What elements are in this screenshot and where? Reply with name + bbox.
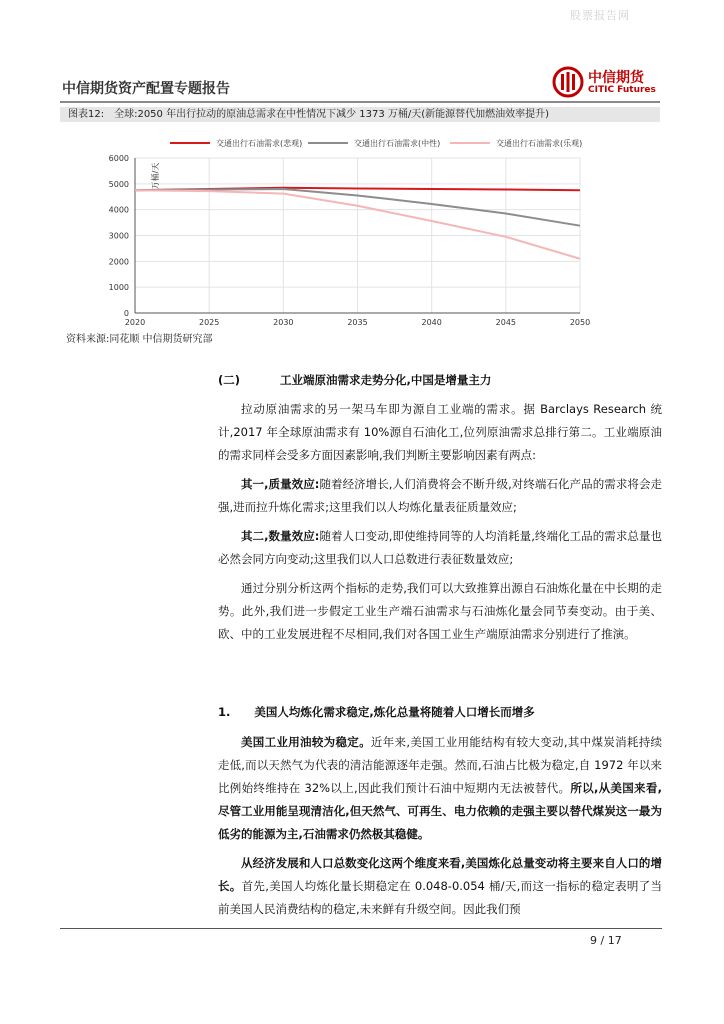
quantity-effect-text: 随着人口变动,即使维持同等的人均消耗量,终端化工品的需求总量也必然会同方向变动;这里我们以人口总数进行表征数量效应; (218, 529, 663, 566)
y-tick-label: 2000 (108, 257, 129, 267)
demand-line-chart (60, 128, 600, 328)
quality-effect-label: 其一,质量效应: (241, 477, 320, 491)
legend-label: 交通出行石油需求(悲观) (216, 139, 303, 148)
y-axis-label: 万桶/天 (151, 162, 160, 190)
citic-logo (552, 66, 656, 98)
x-tick-label: 2020 (124, 318, 146, 327)
logo-english-name: CITIC Futures (588, 85, 656, 95)
y-tick-label: 0 (123, 309, 129, 318)
figure-caption (60, 107, 660, 122)
footer-divider (60, 928, 662, 929)
y-tick-label: 6000 (108, 154, 129, 163)
x-tick-label: 2045 (495, 318, 517, 327)
quality-effect-text: 随着经济增长,人们消费将会不断升级,对终端石化产品的需求将会走强,进而拉升炼化需求;这里我们以人均炼化量表征质量效应; (218, 477, 663, 514)
x-tick-label: 2030 (273, 318, 294, 327)
watermark: 股票报告网 (570, 9, 630, 22)
section-number: (二) (218, 373, 241, 387)
x-tick-label: 2050 (569, 318, 591, 327)
page-number: 9 / 17 (590, 934, 622, 947)
us-oil-stable-label: 美国工业用油较为稳定。 (241, 735, 371, 749)
x-tick-label: 2025 (198, 318, 220, 327)
y-tick-label: 5000 (108, 179, 129, 189)
us-oil-conclusion: 所以,从美国来看,尽管工业用能呈现清洁化,但天然气、可再生、电力依赖的走强主要以替代煤炭这一最为低劣的能源为主,石油需求仍然极其稳健。 (218, 781, 662, 841)
x-tick-label: 2035 (347, 318, 368, 327)
y-tick-label: 3000 (108, 231, 129, 241)
paragraph-quality-effect (218, 473, 662, 519)
subsection-number: 1. (218, 705, 231, 719)
legend-label: 交通出行石油需求(乐观) (496, 139, 583, 148)
subsection-title: 美国人均炼化需求稳定,炼化总量将随着人口增长而增多 (254, 705, 535, 719)
paragraph-analysis-method: 通过分别分析这两个指标的走势,我们可以大致推算出源自石油炼化量在中长期的走势。此外,我们进一步假定工业生产端石油需求与石油炼化量会同节奏变动。由于美、欧、中的工业发展进程不尽相同,我们对各国工业生产端原油需求分别进行了推演。 (218, 581, 662, 641)
figure-source: 资料来源:同花顺 中信期货研究部 (66, 334, 213, 345)
header-divider (60, 101, 660, 103)
us-population-text: 首先,美国人均炼化量长期稳定在 0.048-0.054 桶/天,而这一指标的稳定表明了当前美国人民消费结构的稳定,未来鲜有升级空间。因此我们预 (218, 879, 662, 916)
legend-label: 交通出行石油需求(中性) (354, 139, 441, 148)
section-title: 工业端原油需求走势分化,中国是增量主力 (280, 373, 492, 387)
y-tick-label: 4000 (108, 205, 129, 215)
report-title: 中信期货资产配置专题报告 (62, 81, 230, 97)
x-tick-label: 2040 (421, 318, 442, 327)
intro-paragraphs (218, 398, 662, 646)
section-heading (218, 372, 491, 388)
quantity-effect-label: 其二,数量效应: (241, 529, 320, 543)
y-tick-label: 1000 (108, 283, 129, 293)
us-paragraphs (218, 731, 662, 921)
paragraph-us-industrial-oil (218, 731, 662, 846)
figure-title: 全球:2050 年出行拉动的原油总需求在中性情况下减少 1373 万桶/天(新能源替代加燃油效率提升) (114, 109, 550, 120)
us-oil-stable-text: 近年来,美国工业用能结构有较大变动,其中煤炭消耗持续走低,而以天然气为代表的清洁能源逐年走强。然而,石油占比极为稳定,自 1972 年以来比例始终维持在 32%以上,因此我们预计石油中短期内无法被替代。 (218, 735, 662, 795)
paragraph-us-population (218, 852, 662, 921)
paragraph-quantity-effect (218, 525, 662, 571)
subsection-heading (218, 704, 535, 720)
logo-chinese-name: 中信期货 (588, 70, 644, 86)
figure-label: 图表12: (68, 109, 105, 120)
us-population-label: 从经济发展和人口总数变化这两个维度来看,美国炼化总量变动将主要来自人口的增长。 (218, 856, 662, 893)
paragraph-industrial-demand: 拉动原油需求的另一架马车即为源自工业端的需求。据 Barclays Research 统计,2017 年全球原油需求有 10%源自石油化工,位列原油需求总排行第二。工业端原油的需求同样会受多方面因素影响,我们判断主要影响因素有两点: (218, 402, 662, 462)
citic-logo-icon (552, 66, 584, 98)
